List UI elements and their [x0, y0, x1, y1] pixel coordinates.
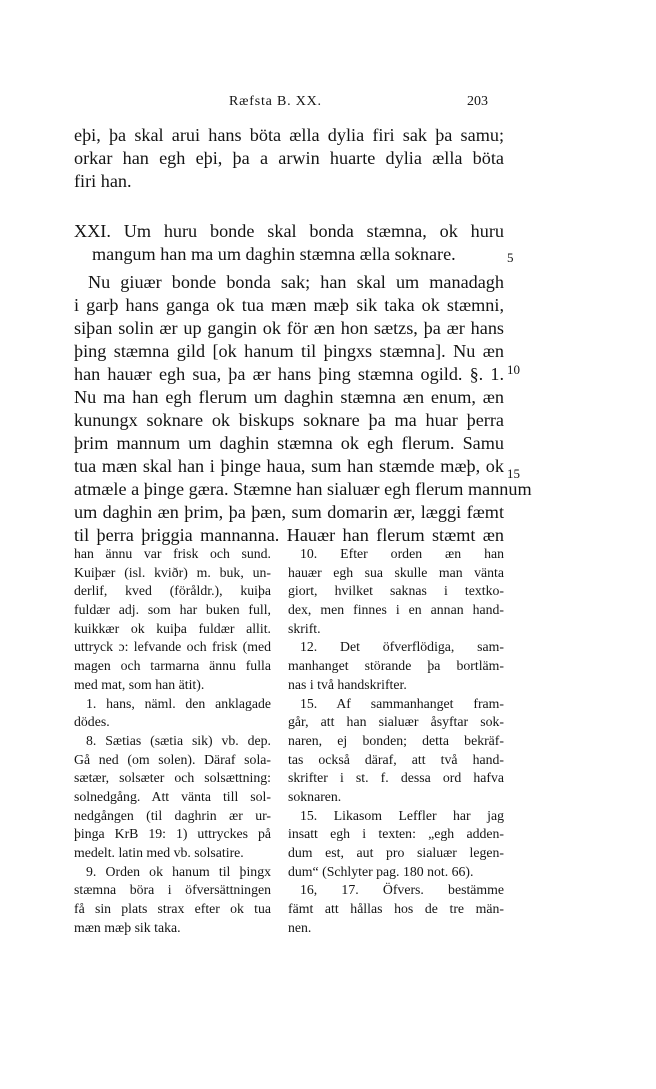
note-line: dex, men finnes i en annan hand-	[288, 602, 504, 618]
note-line: 15. Likasom Leffler har jag	[300, 807, 504, 823]
text-line: firi han.	[74, 171, 132, 191]
text-line: kunungx soknare ok biskups soknare þa ma huar þerra	[74, 410, 504, 430]
note-line: dum“ (Schlyter pag. 180 not. 66).	[288, 863, 474, 879]
note-line: få sin plats strax efter ok tua	[74, 901, 271, 917]
note-line: tas också däraf, att två hand-	[288, 751, 504, 767]
text-line: tua mæn skal han i þinge haua, sum han stæmde mæþ, ok	[74, 456, 504, 476]
note-line: Gå ned (om solen). Däraf sola-	[74, 751, 271, 767]
note-line: naren, ej bonden; detta bekräf-	[288, 732, 504, 748]
note-line: 16, 17. Öfvers. bestämme	[300, 882, 504, 898]
chapter-heading-line: mangum han ma um daghin stæmna ælla soknare.	[92, 244, 456, 264]
line-number-5: 5	[507, 250, 514, 265]
note-line: nedgången (til daghrin ær ur-	[74, 807, 271, 823]
note-line: hauær egh sua skulle man vänta	[288, 564, 504, 580]
text-line: han hauær egh sua, þa ær hans þing stæmna ogild. §. 1.	[74, 364, 504, 384]
text-line: Nu giuær bonde bonda sak; han skal um manadagh	[88, 272, 504, 292]
note-line: går, att han sialuær åsyftar sok-	[288, 714, 504, 730]
note-line: þinga KrB 19: 1) uttryckes på	[74, 826, 271, 842]
note-line: dödes.	[74, 714, 110, 730]
line-number-10: 10	[507, 362, 520, 377]
note-line: 9. Orden ok hanum til þingx	[86, 863, 271, 879]
text-line: i garþ hans ganga ok tua mæn mæþ sik taka ok stæmni,	[74, 295, 504, 315]
note-line: fämt att hållas hos de tre män-	[288, 901, 504, 917]
running-head-title: Ræfsta B. XX.	[229, 94, 322, 109]
note-line: fuldær adj. som har buken full,	[74, 602, 271, 618]
note-line: han ännu var frisk och sund.	[74, 546, 271, 561]
note-line: 8. Sætias (sætia sik) vb. dep.	[86, 732, 271, 748]
note-line: 15. Af sammanhanget fram-	[300, 695, 504, 711]
note-line: soknaren.	[288, 788, 342, 804]
note-line: uttryck ɔ: lefvande och frisk (med	[74, 639, 271, 655]
text-line: Nu ma han egh flerum um daghin stæmna æn enum, æn	[74, 387, 504, 407]
note-line: 12. Det öfverflödiga, sam-	[300, 639, 504, 655]
running-head	[0, 94, 656, 114]
note-line: nen.	[288, 919, 312, 935]
footnotes-left-column	[74, 545, 271, 937]
text-line: þrim mannum um daghin stæmna ok egh flerum. Samu	[74, 433, 504, 453]
note-line: kuikkær ok kuiþa fuldær allit.	[74, 620, 271, 636]
text-line: atmæle a þinge gæra. Stæmne han sialuær egh flerum mannum	[74, 479, 532, 499]
note-line: dum est, aut pro sialuær legen-	[288, 845, 504, 860]
note-line: stæmna böra i öfversättningen	[74, 882, 271, 898]
note-line: skrifter i st. f. dessa ord hafva	[288, 770, 504, 786]
note-line: magen och tarmarna ännu fulla	[74, 658, 271, 674]
note-line: skrift.	[288, 620, 321, 636]
text-line: orkar han egh eþi, þa a arwin huarte dylia ælla böta	[74, 148, 504, 168]
text-line: eþi, þa skal arui hans böta ælla dylia firi sak þa samu;	[74, 125, 504, 145]
note-line: giort, hvilket saknas i textko-	[288, 583, 504, 599]
note-line: insatt egh i texten: „egh adden-	[288, 826, 504, 842]
note-line: medelt. latin med vb. solsatire.	[74, 845, 244, 860]
text-line: um daghin æn þrim, þa þæn, sum domarin ær, læggi fæmt	[74, 502, 504, 522]
note-line: 10. Efter orden æn han	[300, 546, 504, 561]
text-line: til þerra þriggia mannanna. Hauær han flerum stæmt æn	[74, 525, 504, 545]
note-line: sætær, solsæter och solsættning:	[74, 770, 271, 786]
note-line: med mat, som han ätit).	[74, 676, 205, 692]
note-line: Kuiþær (isl. kviðr) m. buk, un-	[74, 564, 271, 580]
note-line: mæn mæþ sik taka.	[74, 919, 181, 935]
note-line: solnedgång. Att vänta till sol-	[74, 788, 271, 804]
note-line: manhanget störande þa bortläm-	[288, 658, 504, 674]
line-number-15: 15	[507, 466, 520, 481]
footnotes-right-column	[288, 545, 504, 937]
text-line: siþan solin ær up gangin ok för æn hon sætzs, þa ær hans	[74, 318, 504, 338]
note-line: nas i två handskrifter.	[288, 676, 407, 692]
note-line: derlif, kved (föråldr.), kuiþa	[74, 583, 271, 599]
page-number: 203	[467, 94, 488, 109]
chapter-heading-line: XXI. Um huru bonde skal bonda stæmna, ok huru	[74, 221, 504, 241]
note-line: 1. hans, näml. den anklagade	[86, 695, 271, 711]
text-line: þing stæmna gild [ok hanum til þingxs stæmna]. Nu æn	[74, 341, 504, 361]
